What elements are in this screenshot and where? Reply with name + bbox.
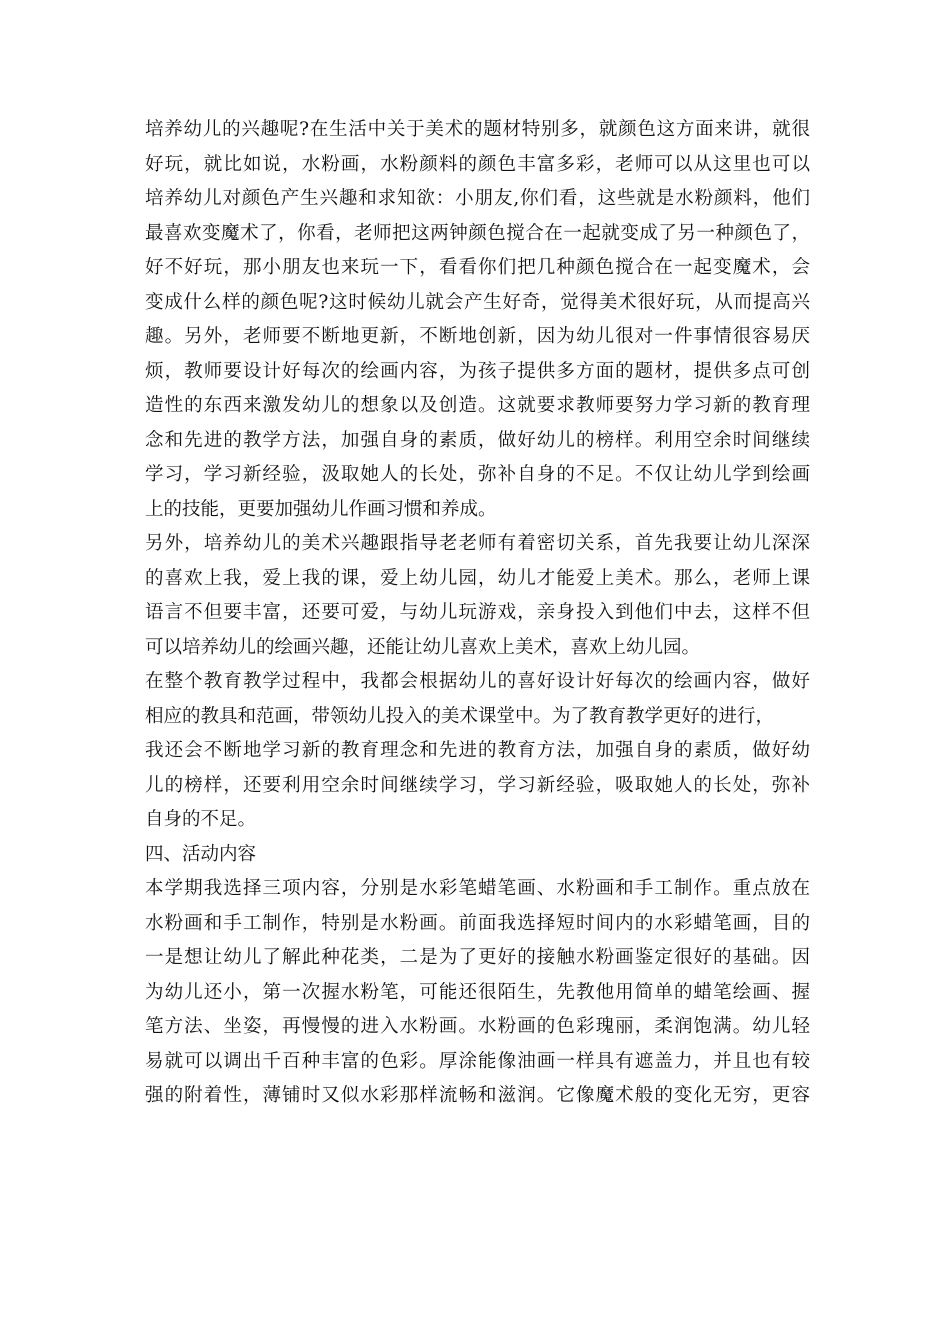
text-line: 上的技能，更要加强幼儿作画习惯和养成。 bbox=[145, 498, 497, 520]
text-line: 我还会不断地学习新的教育理念和先进的教育方法，加强自身的素质，做好幼 bbox=[145, 740, 810, 761]
text-line: 易就可以调出千百种丰富的色彩。厚涂能像油画一样具有遮盖力，并且也有较 bbox=[145, 1050, 810, 1072]
text-line: 念和先进的教学方法，加强自身的素质，做好幼儿的榜样。利用空余时间继续 bbox=[145, 429, 810, 451]
text-line: 趣。另外，老师要不断地更新，不断地创新，因为幼儿很对一件事情很容易厌 bbox=[145, 326, 810, 347]
document-body bbox=[145, 113, 810, 1114]
text-line: 最喜欢变魔术了，你看，老师把这两钟颜色搅合在一起就变成了另一种颜色了， bbox=[145, 222, 810, 244]
text-line: 本学期我选择三项内容，分别是水彩笔蜡笔画、水粉画和手工制作。重点放在 bbox=[145, 878, 810, 899]
text-line: 可以培养幼儿的绘画兴趣，还能让幼儿喜欢上美术，喜欢上幼儿园。 bbox=[145, 636, 701, 658]
text-line: 笔方法、坐姿，再慢慢的进入水粉画。水粉画的色彩瑰丽，柔润饱满。幼儿轻 bbox=[145, 1016, 810, 1037]
text-line: 一是想让幼儿了解此种花类，二是为了更好的接触水粉画鉴定很好的基础。因 bbox=[145, 947, 810, 968]
text-line: 学习，学习新经验，汲取她人的长处，弥补自身的不足。不仅让幼儿学到绘画 bbox=[145, 464, 810, 485]
text-line: 儿的榜样，还要利用空余时间继续学习，学习新经验，吸取她人的长处，弥补 bbox=[145, 774, 810, 796]
text-line: 在整个教育教学过程中，我都会根据幼儿的喜好设计好每次的绘画内容，做好 bbox=[145, 671, 810, 692]
text-line: 造性的东西来激发幼儿的想象以及创造。这就要求教师要努力学习新的教育理 bbox=[145, 395, 810, 416]
text-line: 培养幼儿的兴趣呢?在生活中关于美术的题材特别多，就颜色这方面来讲，就很 bbox=[145, 119, 810, 140]
text-line: 四、活动内容 bbox=[145, 843, 257, 865]
text-line: 另外，培养幼儿的美术兴趣跟指导老老师有着密切关系，首先我要让幼儿深深 bbox=[145, 533, 810, 554]
text-line: 变成什么样的颜色呢?这时候幼儿就会产生好奇，觉得美术很好玩，从而提高兴 bbox=[145, 291, 810, 313]
text-line: 水粉画和手工制作，特别是水粉画。前面我选择短时间内的水彩蜡笔画，目的 bbox=[145, 912, 810, 934]
text-line: 好玩，就比如说，水粉画，水粉颜料的颜色丰富多彩，老师可以从这里也可以 bbox=[145, 153, 810, 175]
text-line: 自身的不足。 bbox=[145, 809, 257, 830]
text-line: 语言不但要丰富，还要可爱，与幼儿玩游戏，亲身投入到他们中去，这样不但 bbox=[145, 602, 810, 623]
text-line: 培养幼儿对颜色产生兴趣和求知欲：小朋友,你们看，这些就是水粉颜料，他们 bbox=[145, 188, 810, 209]
text-line: 的喜欢上我，爱上我的课，爱上幼儿园，幼儿才能爱上美术。那么，老师上课 bbox=[145, 567, 810, 589]
text-line: 为幼儿还小，第一次握水粉笔，可能还很陌生，先教他用简单的蜡笔绘画、握 bbox=[145, 981, 810, 1003]
text-line: 相应的教具和范画，带领幼儿投入的美术课堂中。为了教育教学更好的进行， bbox=[145, 705, 775, 727]
text-line: 好不好玩，那小朋友也来玩一下，看看你们把几种颜色搅合在一起变魔术，会 bbox=[145, 257, 810, 278]
text-line: 烦，教师要设计好每次的绘画内容，为孩子提供多方面的题材，提供多点可创 bbox=[145, 360, 810, 382]
text-line: 强的附着性，薄铺时又似水彩那样流畅和滋润。它像魔术般的变化无穷，更容 bbox=[145, 1085, 810, 1106]
